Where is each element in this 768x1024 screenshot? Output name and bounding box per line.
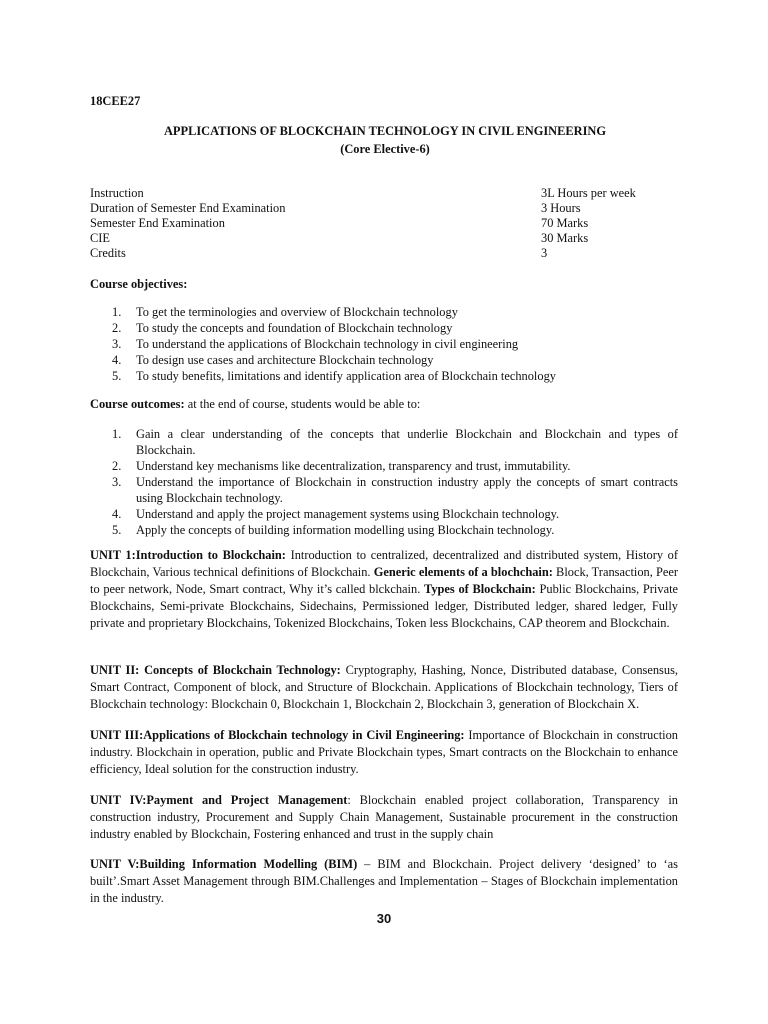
detail-label-duration: Duration of Semester End Examination (90, 201, 286, 215)
detail-label-credits: Credits (90, 246, 126, 260)
list-item (112, 368, 678, 384)
unit-2-text: Cryptography, Hashing, Nonce, Distributed database, Consensus, Smart Contract, Component of block, and Structure of Blockchain. Applications of Blockchain technology, Tiers of Blockchain technology: Blockchain 0, Blockchain 1, Blockchain 2, Blockchain 3, generation of Blockchain X. (90, 663, 678, 711)
outcomes-intro-text: at the end of course, students would be able to: (184, 397, 421, 411)
item-text: To design use cases and architecture Blockchain technology (136, 353, 434, 367)
item-text: Apply the concepts of building information modelling using Blockchain technology. (136, 523, 555, 537)
unit-1-text: Block, Transaction, Peer to peer network, Node, Smart contract, Why it’s called blckchain. (90, 565, 679, 596)
item-text: To understand the applications of Blockchain technology in civil engineering (136, 337, 519, 351)
list-item (112, 506, 678, 522)
item-number: 1. (112, 305, 122, 319)
item-text: To study the concepts and foundation of Blockchain technology (136, 321, 453, 335)
detail-value-instruction: 3L Hours per week (541, 186, 636, 200)
list-item (112, 320, 678, 336)
list-item (112, 304, 678, 320)
unit-1-text: Public Blockchains, Private Blockchains, Semi-private Blockchains, Sidechains, Permissioned ledger, Distributed ledger, shared ledger, Fully private and proprietary Blockchains, Tokenized Blockchains, Token less Blockchains, CAP theorem and Blockchain. (90, 582, 679, 630)
list-item (112, 458, 678, 474)
course-code: 18CEE27 (90, 94, 141, 108)
detail-label-instruction: Instruction (90, 186, 144, 200)
item-number: 4. (112, 507, 122, 521)
list-item (112, 352, 678, 368)
unit-5-text: – BIM and Blockchain. Project delivery ‘designed’ to ‘as built’.Smart Asset Management through BIM.Challenges and Implementation – Stages of Blockchain implementation in the industry. (90, 857, 678, 905)
page-number: 30 (376, 911, 392, 926)
item-text: Gain a clear understanding of the concepts that underlie Blockchain and Blockchain and types of Blockchain. (136, 427, 678, 457)
unit-1-paragraph (90, 547, 678, 632)
unit-1-subheading-generic: Generic elements of a blochchain: (373, 565, 553, 579)
unit-4-heading: UNIT IV:Payment and Project Management (90, 793, 348, 807)
unit-3-text: Importance of Blockchain in construction industry. Blockchain in operation, public and Private Blockchain types, Smart contracts on the Blockchain to enhance efficiency, Ideal solution for the construction industry. (90, 728, 678, 776)
item-number: 5. (112, 523, 122, 537)
list-item (112, 522, 678, 538)
unit-3-paragraph (90, 727, 678, 778)
unit-5-heading: UNIT V:Building Information Modelling (BIM) (90, 857, 358, 871)
objectives-heading: Course objectives: (90, 277, 188, 291)
unit-2-heading: UNIT II: Concepts of Blockchain Technology: (90, 663, 341, 677)
detail-value-duration: 3 Hours (541, 201, 581, 215)
course-title: APPLICATIONS OF BLOCKCHAIN TECHNOLOGY IN CIVIL ENGINEERING (163, 124, 606, 138)
list-item (112, 426, 678, 458)
objectives-list (112, 304, 678, 384)
detail-value-cie: 30 Marks (541, 231, 589, 245)
detail-label-see: Semester End Examination (90, 216, 225, 230)
unit-3-heading: UNIT III:Applications of Blockchain technology in Civil Engineering: (90, 728, 465, 742)
unit-5-paragraph (90, 856, 678, 907)
item-number: 2. (112, 459, 122, 473)
outcomes-list (112, 426, 678, 538)
course-subtitle: (Core Elective-6) (340, 142, 430, 156)
item-number: 5. (112, 369, 122, 383)
detail-label-cie: CIE (90, 231, 110, 245)
item-number: 3. (112, 475, 122, 489)
detail-value-credits: 3 (541, 246, 548, 260)
outcomes-intro (90, 396, 420, 412)
list-item (112, 336, 678, 352)
unit-1-text: Introduction to centralized, decentralized and distributed system, History of Blockchain, Various technical definitions of Blockchain. (90, 548, 678, 579)
item-number: 2. (112, 321, 122, 335)
item-number: 3. (112, 337, 122, 351)
item-number: 1. (112, 427, 122, 441)
outcomes-heading: Course outcomes: (90, 397, 185, 411)
item-number: 4. (112, 353, 122, 367)
item-text: To study benefits, limitations and identify application area of Blockchain technology (136, 369, 556, 383)
unit-4-paragraph (90, 792, 678, 843)
unit-4-text: : Blockchain enabled project collaboration, Transparency in construction industry, Procurement and Supply Chain Management, Sustainable procurement in the construction industry enabled by Blockchain, Fostering enhanced and trust in the supply chain (90, 793, 678, 841)
item-text: Understand the importance of Blockchain in construction industry apply the concepts of smart contracts using Blockchain technology. (136, 475, 678, 505)
item-text: To get the terminologies and overview of Blockchain technology (136, 305, 458, 319)
unit-1-subheading-types: Types of Blockchain: (424, 582, 536, 596)
list-item (112, 474, 678, 506)
unit-2-paragraph (90, 662, 678, 713)
item-text: Understand and apply the project management systems using Blockchain technology. (136, 507, 560, 521)
unit-1-heading: UNIT 1:Introduction to Blockchain: (90, 548, 286, 562)
item-text: Understand key mechanisms like decentralization, transparency and trust, immutability. (136, 459, 571, 473)
detail-value-see: 70 Marks (541, 216, 589, 230)
